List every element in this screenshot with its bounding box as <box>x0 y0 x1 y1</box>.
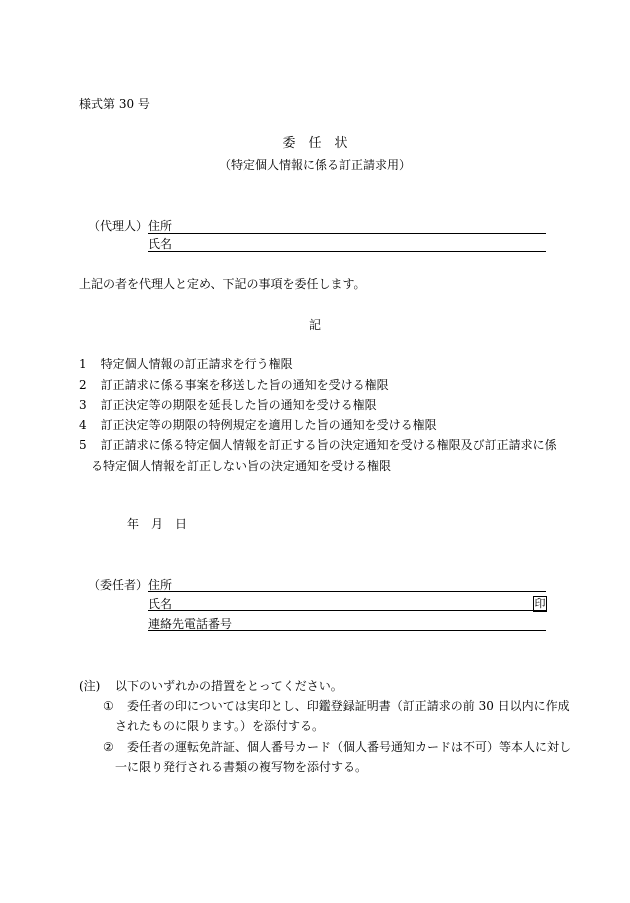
item-number: 5 <box>79 438 87 452</box>
form-number: 様式第 30 号 <box>79 97 150 111</box>
principal-address-field[interactable] <box>148 591 546 592</box>
item-number: 4 <box>79 418 87 432</box>
agent-address-field[interactable] <box>148 233 546 234</box>
item-2 <box>79 377 389 393</box>
item-number: 3 <box>79 398 87 412</box>
item-text: 訂正請求に係る特定個人情報を訂正する旨の決定通知を受ける権限及び訂正請求に係 <box>100 438 557 452</box>
note-1-mark: ① <box>103 699 114 713</box>
item-text: 特定個人情報の訂正請求を行う権限 <box>100 357 293 371</box>
date-line[interactable]: 年 月 日 <box>127 517 188 531</box>
principal-address-label: 住所 <box>148 578 173 592</box>
item-number: 2 <box>79 378 87 392</box>
agent-label: （代理人） <box>88 219 149 233</box>
document-title: 委 任 状 <box>282 136 348 151</box>
item-4 <box>79 417 437 433</box>
agent-address-label: 住所 <box>148 219 173 233</box>
document-subtitle: （特定個人情報に係る訂正請求用） <box>218 158 411 172</box>
note-1-text-cont: されたものに限ります。）を添付する。 <box>115 719 325 733</box>
item-3 <box>79 397 377 413</box>
note-label: (注) <box>79 679 101 693</box>
principal-phone-label: 連絡先電話番号 <box>148 617 233 631</box>
note-2-text: 委任者の運転免許証、個人番号カード（個人番号通知カードは不可）等本人に対し <box>127 740 572 754</box>
principal-name-field[interactable] <box>148 610 546 611</box>
note-intro: 以下のいずれかの措置をとってください。 <box>115 679 343 693</box>
note-2-mark: ② <box>103 740 114 754</box>
item-text: 訂正請求に係る事案を移送した旨の通知を受ける権限 <box>100 378 389 392</box>
item-number: 1 <box>79 357 87 371</box>
principal-label: （委任者） <box>88 578 149 592</box>
agent-name-label: 氏名 <box>148 237 173 251</box>
item-text: 訂正決定等の期限を延長した旨の通知を受ける権限 <box>100 398 377 412</box>
intro-text: 上記の者を代理人と定め、下記の事項を委任します。 <box>79 277 366 291</box>
principal-phone-field[interactable] <box>148 630 546 631</box>
seal-box: 印 <box>534 597 546 610</box>
item-5 <box>79 437 557 453</box>
note-1-text: 委任者の印については実印とし、印鑑登録証明書（訂正請求の前 30 日以内に作成 <box>127 699 570 713</box>
note-2-text-cont: 一に限り発行される書類の複写物を添付する。 <box>115 760 368 774</box>
item-5-continuation: る特定個人情報を訂正しない旨の決定通知を受ける権限 <box>91 459 392 473</box>
ki-heading: 記 <box>308 318 321 332</box>
item-text: 訂正決定等の期限の特例規定を適用した旨の通知を受ける権限 <box>100 418 437 432</box>
item-1 <box>79 356 293 372</box>
principal-name-label: 氏名 <box>148 597 173 611</box>
agent-name-field[interactable] <box>148 251 546 252</box>
